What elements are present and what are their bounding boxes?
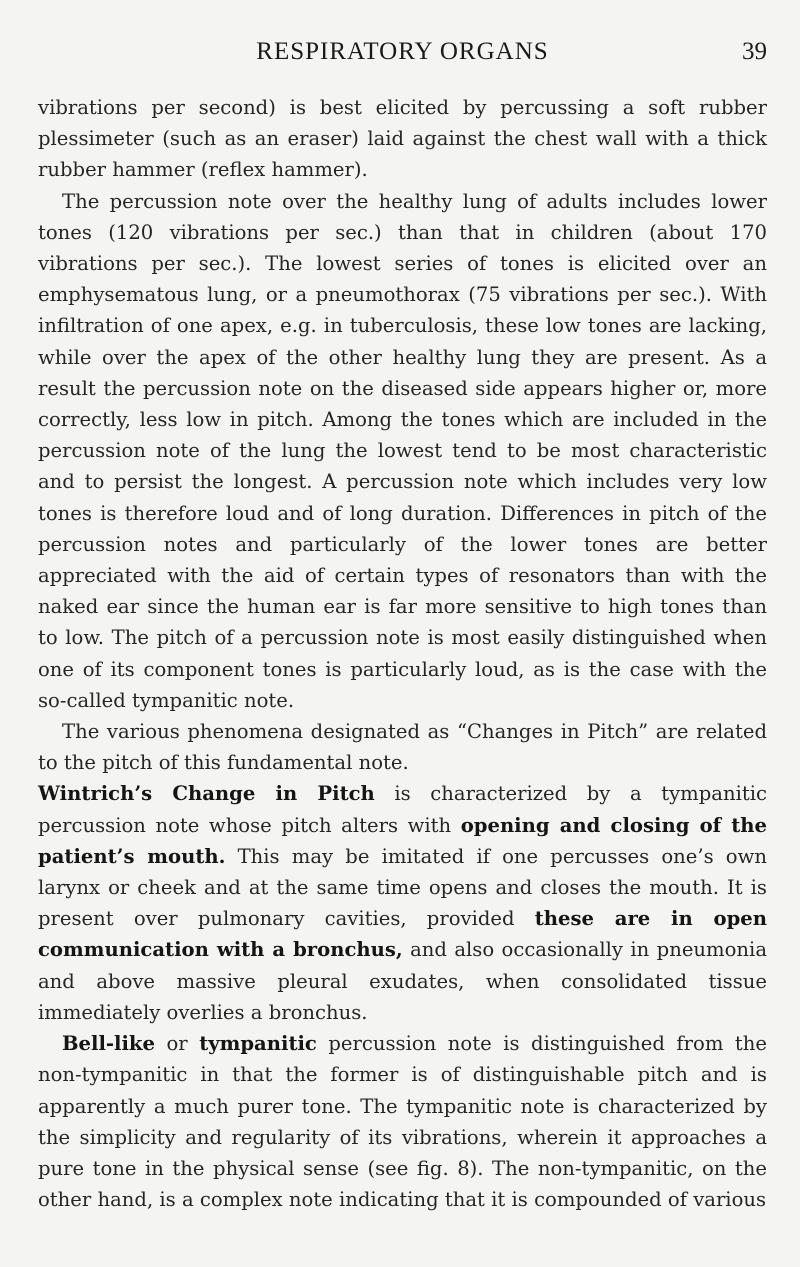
running-header <box>38 38 767 78</box>
paragraph-4-text-b: This may be imitated if one percusses one’s own larynx or cheek and at the same time opens and closes the mouth. It is present over pulmonary cavities, provided <box>38 844 767 931</box>
paragraph-1 <box>38 92 767 186</box>
paragraph-3 <box>38 716 767 778</box>
paragraph-2-text: The percussion note over the healthy lung of adults includes lower tones (120 vibrations per sec.) than that in children (about 170 vibrations per sec.). The lowest series of tones is elicited over an emphysematous lung, or a pneumothorax (75 vibrations per sec.). With infiltration of one apex, e.g. in tuberculosis, these low tones are lacking, while over the apex of the other healthy lung they are present. As a result the percussion note on the diseased side appears higher or, more correctly, less low in pitch. Among the tones which are included in the percussion note of the lung the lowest tend to be most characteristic and to persist the longest. A percussion note which includes very low tones is therefore loud and of long duration. Differences in pitch of the percussion notes and particularly of the lower tones are better appreciated with the aid of certain types of resonators than with the naked ear since the human ear is far more sensitive to high tones than to low. The pitch of a percussion note is most easily distinguished when one of its component tones is particularly loud, as is the case with the so-called tympanitic note. <box>38 189 767 712</box>
paragraph-4-text-a: is characterized by a tympanitic percussion note whose pitch alters with <box>38 782 767 837</box>
body-text <box>38 92 767 1215</box>
term-bell-like: Bell-like <box>62 1032 155 1056</box>
term-wintrich-change: Wintrich’s Change in Pitch <box>38 782 375 806</box>
paragraph-5-text-a: or <box>154 1032 200 1056</box>
paragraph-4 <box>38 778 767 1028</box>
paragraph-5 <box>38 1028 767 1215</box>
paragraph-5-text-b: percussion note is distinguished from the non-tympanitic in that the former is of distinguishable pitch and is apparently a much purer tone. The tympanitic note is characterized by the simplicity and regularity of its vibrations, wherein it approaches a pure tone in the physical sense (see fig. 8). The non-tympanitic, on the other hand, is a complex note indicating that it is compounded of various <box>38 1032 768 1212</box>
paragraph-4-text-c: and also occasionally in pneumonia and above massive pleural exudates, when consolidated tissue immediately overlies a bronchus. <box>38 938 767 1024</box>
paragraph-2 <box>38 186 767 716</box>
term-tympanitic: tympanitic <box>199 1032 317 1056</box>
page-number: 39 <box>742 38 767 65</box>
emphasis-mouth: opening and closing of the patient’s mouth. <box>38 813 767 868</box>
chapter-title: RESPIRATORY ORGANS <box>256 38 549 65</box>
emphasis-bronchus: these are in open communication with a bronchus, <box>38 907 767 962</box>
paragraph-3-text: The various phenomena designated as “Changes in Pitch” are related to the pitch of this fundamental note. <box>38 720 767 775</box>
paragraph-1-text: vibrations per second) is best elicited by percussing a soft rubber plessimeter (such as an eraser) laid against the chest wall with a thick rubber hammer (reflex hammer). <box>38 96 767 182</box>
